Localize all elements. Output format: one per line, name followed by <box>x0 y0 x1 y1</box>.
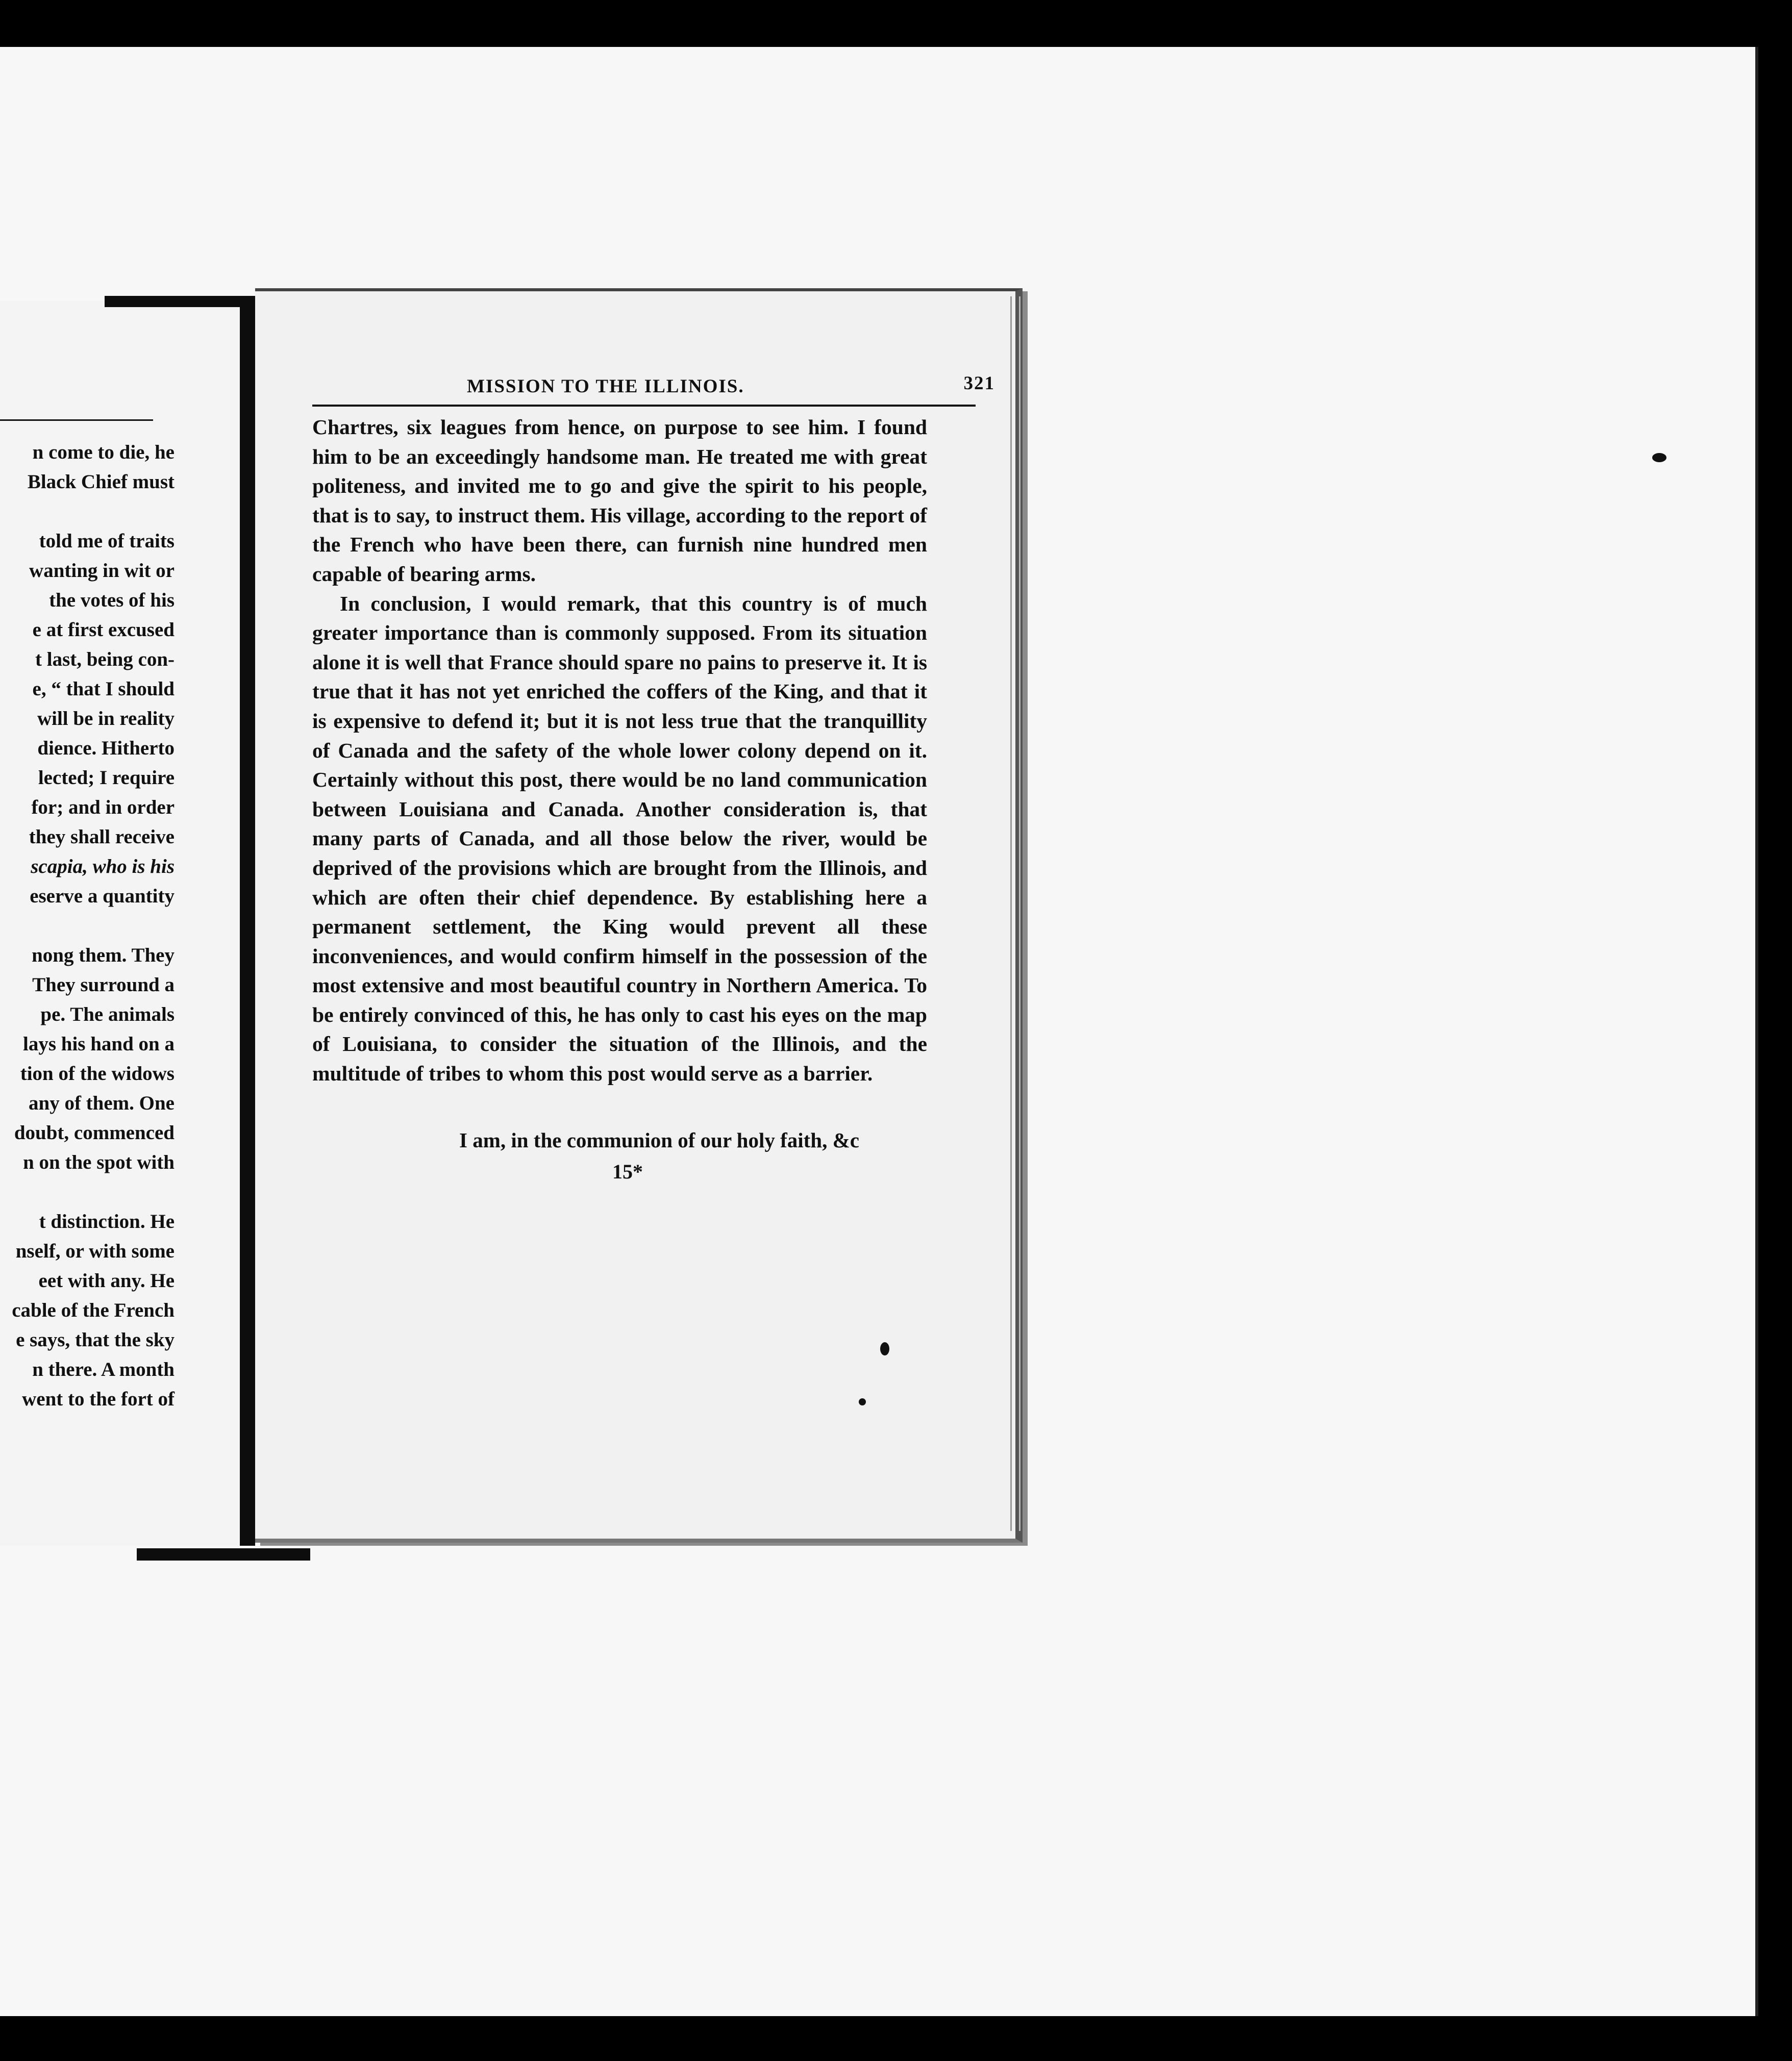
page-edge-fore <box>1010 296 1021 1531</box>
left-line: n there. A month <box>32 1359 175 1380</box>
right-page <box>255 288 1023 1543</box>
left-line: e at first excused <box>32 619 175 641</box>
left-line-italic: scapia, who is his <box>31 856 175 877</box>
left-line: nself, or with some <box>15 1240 175 1262</box>
left-line: dience. Hitherto <box>37 737 175 759</box>
left-line: tion of the widows <box>20 1063 175 1085</box>
left-line: told me of traits <box>39 530 175 552</box>
left-line: lays his hand on a <box>23 1033 175 1055</box>
left-line: will be in reality <box>37 708 175 730</box>
letter-closing: I am, in the communion of our holy faith, &c <box>459 1128 859 1152</box>
left-line: pe. The animals <box>40 1003 175 1025</box>
left-line: lected; I require <box>38 767 175 789</box>
left-line: t distinction. He <box>39 1211 175 1233</box>
left-line: eet with any. He <box>38 1270 175 1292</box>
left-line-gap <box>0 911 175 941</box>
left-line: n on the spot with <box>23 1151 175 1173</box>
ink-speck <box>859 1398 866 1405</box>
binding-bottom-edge <box>137 1548 310 1561</box>
paragraph: In conclusion, I would remark, that this country is of much greater importance than is commonly supposed. From its situation alone it is well that France should spare no pains to preserve it. It is true that it has not yet enriched the coffers of the King, and that it is expensive to defend it; but it is not less true that the tranquillity of Canada and the safety of the whole lower colony depend on it. Certainly without this post, there would be no land communication between Louisiana and Canada. Another consideration is, that many parts of Canada, and all those below the river, would be deprived of the provisions which are brought from the Illinois, and which are often their chief dependence. By establishing here a permanent settlement, the King would prevent all these inconveniences, and would confirm himself in the possession of the most extensive and most beautiful country in Northern America. To be entirely convinced of this, he has only to cast his eyes on the map of Louisiana, to consider the situation of the Illinois, and the multitude of tribes to whom this post would serve as a barrier. <box>312 591 927 1086</box>
left-line: wanting in wit or <box>29 560 175 582</box>
ink-speck <box>880 1342 889 1355</box>
left-line: doubt, commenced <box>14 1122 175 1144</box>
left-line-gap <box>0 1177 175 1207</box>
left-line: cable of the French <box>12 1299 175 1321</box>
left-line: They surround a <box>32 974 175 996</box>
left-line: Black Chief must <box>27 471 175 493</box>
left-line: any of them. One <box>29 1092 175 1114</box>
left-line: e, “ that I should <box>32 678 175 700</box>
running-head-title: MISSION TO THE ILLINOIS. <box>467 376 744 397</box>
body-text <box>312 413 927 1089</box>
left-line-gap <box>0 497 175 526</box>
paragraph: Chartres, six leagues from hence, on purpose to see him. I found him to be an exceedingly handsome man. He treated me with great politeness, and invited me to go and give the spirit to his people, that is to say, to instruct them. His village, according to the report of the French who have been there, can furnish nine hundred men capable of bearing arms. <box>312 415 927 586</box>
running-head-rule <box>312 405 976 407</box>
left-page-head-rule <box>0 419 153 421</box>
left-page <box>0 301 252 1546</box>
left-line: t last, being con- <box>35 648 175 670</box>
scan-top-border <box>0 0 1792 10</box>
left-line: for; and in order <box>31 796 175 818</box>
left-page-text <box>0 438 175 1414</box>
signature-mark: 15* <box>612 1160 643 1183</box>
ink-speck <box>1652 453 1666 462</box>
left-line: went to the fort of <box>22 1388 175 1410</box>
left-line: the votes of his <box>49 589 175 611</box>
page-number: 321 <box>963 373 995 394</box>
left-line: e says, that the sky <box>16 1329 175 1351</box>
left-line <box>0 852 175 882</box>
left-line: nong them. They <box>32 944 175 966</box>
left-line: eserve a quantity <box>30 885 175 907</box>
left-line: they shall receive <box>29 826 175 848</box>
left-line: n come to die, he <box>32 441 175 463</box>
book-binding <box>240 301 255 1546</box>
